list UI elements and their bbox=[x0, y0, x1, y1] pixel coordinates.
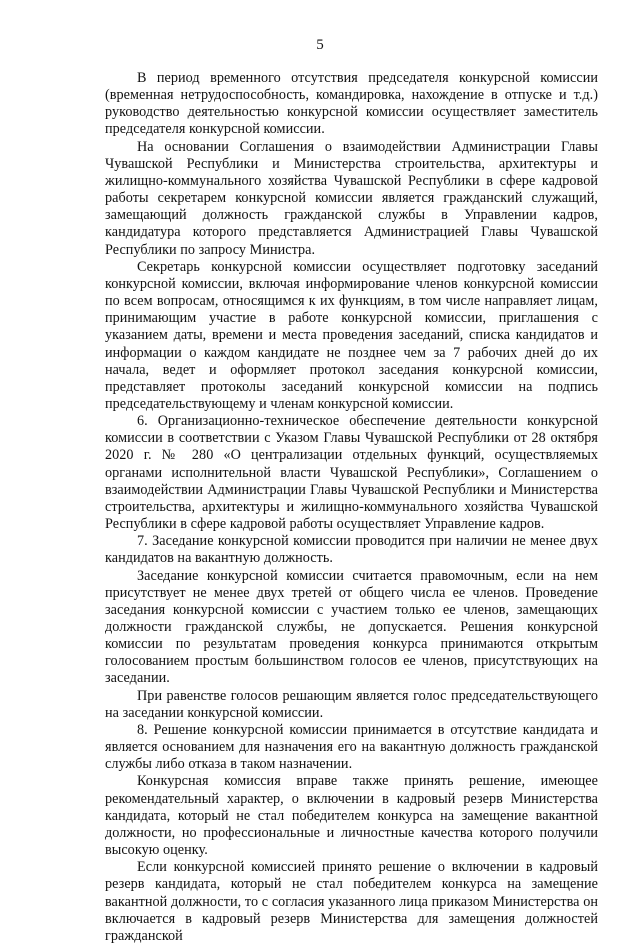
paragraph-tie-vote: При равенстве голосов решающим является голос председательствующего на заседании конкурсной комиссии. bbox=[105, 687, 598, 721]
paragraph-reserve-inclusion: Если конкурсной комиссией принято решение о включении в кадровый резерв кандидата, который не стал победителем конкурса на замещение вакантной должности, то с согласия указанного лица приказом Министерства он включается в кадровый резерв Министерства для замещения должностей гражданской bbox=[105, 859, 598, 944]
paragraph-deputy-chair: В период временного отсутствия председателя конкурсной комиссии (временная нетрудоспособность, командировка, нахождение в отпуске и т.д.) руководство деятельностью конкурсной комиссии осуществляет заместитель председателя конкурсной комиссии. bbox=[105, 70, 598, 138]
paragraph-item-6: 6. Организационно-техническое обеспечение деятельности конкурсной комиссии в соответствии с Указом Главы Чувашской Республики от 28 октября 2020 г. № 280 «О централизации отдельных функций, осуществляемых органами исполнительной власти Чувашской Республики», Соглашением о взаимодействии Администрации Главы Чувашской Республики и Министерства строительства, архитектуры и жилищно-коммунального хозяйства Чувашской Республики в сфере кадровой работы осуществляет Управление кадров. bbox=[105, 413, 598, 533]
paragraph-item-7: 7. Заседание конкурсной комиссии проводится при наличии не менее двух кандидатов на вакантную должность. bbox=[105, 533, 598, 567]
paragraph-quorum: Заседание конкурсной комиссии считается правомочным, если на нем присутствует не менее двух третей от общего числа ее членов. Проведение заседания конкурсной комиссии с участием только ее членов, замещающих должности гражданской службы, не допускается. Решения конкурсной комиссии по результатам проведения конкурса принимаются открытым голосованием простым большинством голосов ее членов, присутствующих на заседании. bbox=[105, 567, 598, 687]
page-number: 5 bbox=[316, 37, 324, 53]
document-body bbox=[105, 70, 598, 945]
paragraph-item-8: 8. Решение конкурсной комиссии принимается в отсутствие кандидата и является основанием для назначения его на вакантную должность гражданской службы либо отказа в таком назначении. bbox=[105, 721, 598, 773]
paragraph-secretary-appointment: На основании Соглашения о взаимодействии Администрации Главы Чувашской Республики и Министерства строительства, архитектуры и жилищно-коммунального хозяйства Чувашской Республики в сфере кадровой работы секретарем конкурсной комиссии является гражданский служащий, замещающий должность гражданской службы в Управлении кадров, кандидатура которого представляется Администрацией Главы Чувашской Республики по запросу Министра. bbox=[105, 138, 598, 258]
paragraph-secretary-duties: Секретарь конкурсной комиссии осуществляет подготовку заседаний конкурсной комиссии, включая информирование членов конкурсной комиссии по всем вопросам, относящимся к их функциям, в том числе направляет лицам, принимающим участие в работе конкурсной комиссии, приглашения с указанием даты, времени и места проведения заседаний, списка кандидатов и информации о каждом кандидате не позднее чем за 7 рабочих дней до их начала, ведет и оформляет протокол заседания конкурсной комиссии, представляет протоколы заседаний конкурсной комиссии на подпись председательствующему и членам конкурсной комиссии. bbox=[105, 258, 598, 412]
paragraph-reserve-recommendation: Конкурсная комиссия вправе также принять решение, имеющее рекомендательный характер, о включении в кадровый резерв Министерства кандидата, который не стал победителем конкурса на замещение вакантной должности, но профессиональные и личностные качества которого получили высокую оценку. bbox=[105, 773, 598, 859]
